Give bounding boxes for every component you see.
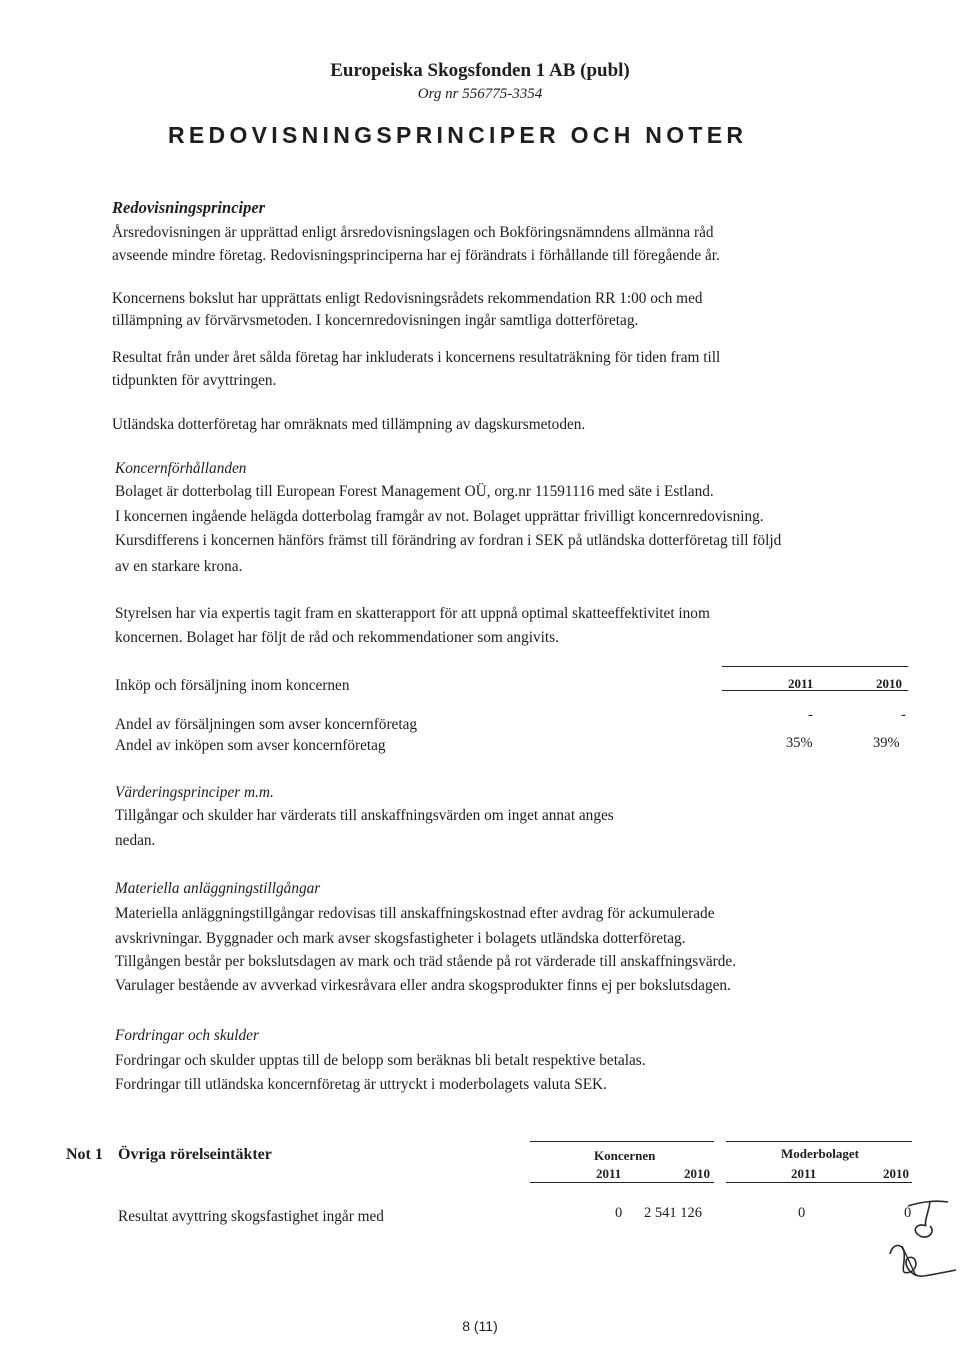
note1-group-header-rule xyxy=(530,1182,714,1183)
group-heading: Koncernförhållanden xyxy=(115,460,247,477)
note1-group-col-2011: 2011 xyxy=(596,1166,622,1181)
note1-row-label: Resultat avyttring skogsfastighet ingår med xyxy=(118,1208,384,1225)
group-line-4: av en starkare krona. xyxy=(115,558,243,575)
group-line-3: Kursdifferens i koncernen hänförs främst till förändring av fordran i SEK på utländska dotterföretag till följd xyxy=(115,532,782,549)
note1-title: Övriga rörelseintäkter xyxy=(118,1146,272,1163)
note1-group-value-2011: 0 xyxy=(615,1205,623,1221)
tangible-line-2: avskrivningar. Byggnader och mark avser skogsfastigheter i bolagets utländska dotterföretag. xyxy=(115,930,686,947)
note1-group-value-2010: 2 541 126 xyxy=(644,1205,702,1221)
tangible-line-3: Tillgången består per bokslutsdagen av mark och träd stående på rot värderade till anskaffningsvärde. xyxy=(115,953,737,970)
handwritten-initials xyxy=(880,1192,960,1302)
tangible-heading: Materiella anläggningstillgångar xyxy=(115,880,321,897)
tangible-line-4: Varulager bestående av avverkad virkesråvara eller andra skogsprodukter finns ej per bokslutsdagen. xyxy=(115,977,731,994)
note1-parent-col-2011: 2011 xyxy=(791,1166,817,1181)
receivables-line-2: Fordringar till utländska koncernföretag är uttryckt i moderbolagets valuta SEK. xyxy=(115,1076,607,1093)
purchases-col-2011: 2011 xyxy=(788,676,814,691)
purchases-col-2010: 2010 xyxy=(876,676,902,691)
valuation-line-1: Tillgångar och skulder har värderats till anskaffningsvärden om inget annat anges xyxy=(115,807,614,824)
purchases-row-sales-2010: - xyxy=(901,707,906,723)
note1-group-top-rule xyxy=(530,1141,714,1142)
company-name: Europeiska Skogsfonden 1 AB (publ) xyxy=(330,60,630,81)
note1-parent-col-2010: 2010 xyxy=(883,1166,909,1181)
page-title: REDOVISNINGSPRINCIPER OCH NOTER xyxy=(168,122,748,148)
note1-parent-header: Moderbolaget xyxy=(781,1146,859,1161)
valuation-line-2: nedan. xyxy=(115,832,156,849)
receivables-line-1: Fordringar och skulder upptas till de belopp som beräknas bli betalt respektive betalas. xyxy=(115,1052,646,1069)
note1-group-col-2010: 2010 xyxy=(684,1166,710,1181)
purchases-title: Inköp och försäljning inom koncernen xyxy=(115,677,350,694)
note1-parent-value-2010: 0 xyxy=(904,1205,912,1221)
receivables-heading: Fordringar och skulder xyxy=(115,1027,259,1044)
tangible-line-1: Materiella anläggningstillgångar redovisas till anskaffningskostnad efter avdrag för ackumulerade xyxy=(115,905,715,922)
principles-p1-line1: Årsredovisningen är upprättad enligt årsredovisningslagen och Bokföringsnämndens allmänna råd xyxy=(112,224,714,241)
note1-label: Not 1 xyxy=(66,1146,103,1163)
note1-parent-header-rule xyxy=(726,1182,912,1183)
purchases-row-sales-label: Andel av försäljningen som avser koncernföretag xyxy=(115,716,418,733)
note1-parent-value-2011: 0 xyxy=(798,1205,806,1221)
note1-parent-top-rule xyxy=(726,1141,912,1142)
principles-heading: Redovisningsprinciper xyxy=(112,198,266,217)
purchases-row-buys-2011: 35% xyxy=(786,735,813,751)
principles-p3-line2: tidpunkten för avyttringen. xyxy=(112,372,277,389)
org-number: Org nr 556775-3354 xyxy=(417,86,543,102)
note1-group-header: Koncernen xyxy=(594,1148,656,1163)
principles-p3-line1: Resultat från under året sålda företag har inkluderats i koncernens resultaträkning för tiden fram till xyxy=(112,349,721,366)
purchases-header-rule xyxy=(722,690,908,691)
purchases-row-sales-2011: - xyxy=(808,707,813,723)
principles-p2-line2: tillämpning av förvärvsmetoden. I koncernredovisningen ingår samtliga dotterföretag. xyxy=(112,312,639,329)
group-line-1: Bolaget är dotterbolag till European Forest Management OÜ, org.nr 11591116 med säte i Estland. xyxy=(115,483,714,500)
group-line-2: I koncernen ingående helägda dotterbolag framgår av not. Bolaget upprättar frivilligt koncernredovisning. xyxy=(115,508,764,525)
tax-line-1: Styrelsen har via expertis tagit fram en skatterapport för att uppnå optimal skatteeffektivitet inom xyxy=(115,605,710,622)
principles-p4: Utländska dotterföretag har omräknats med tillämpning av dagskursmetoden. xyxy=(112,416,586,433)
purchases-row-buys-label: Andel av inköpen som avser koncernföretag xyxy=(115,737,386,754)
principles-p2-line1: Koncernens bokslut har upprättats enligt Redovisningsrådets rekommendation RR 1:00 och med xyxy=(112,290,703,307)
principles-p1-line2: avseende mindre företag. Redovisningsprinciperna har ej förändrats i förhållande till föregående år. xyxy=(112,247,720,264)
tax-line-2: koncernen. Bolaget har följt de råd och rekommendationer som angivits. xyxy=(115,629,559,646)
valuation-heading: Värderingsprinciper m.m. xyxy=(115,784,274,801)
page-number: 8 (11) xyxy=(462,1318,498,1334)
purchases-row-buys-2010: 39% xyxy=(873,735,900,751)
purchases-top-rule xyxy=(722,666,908,667)
